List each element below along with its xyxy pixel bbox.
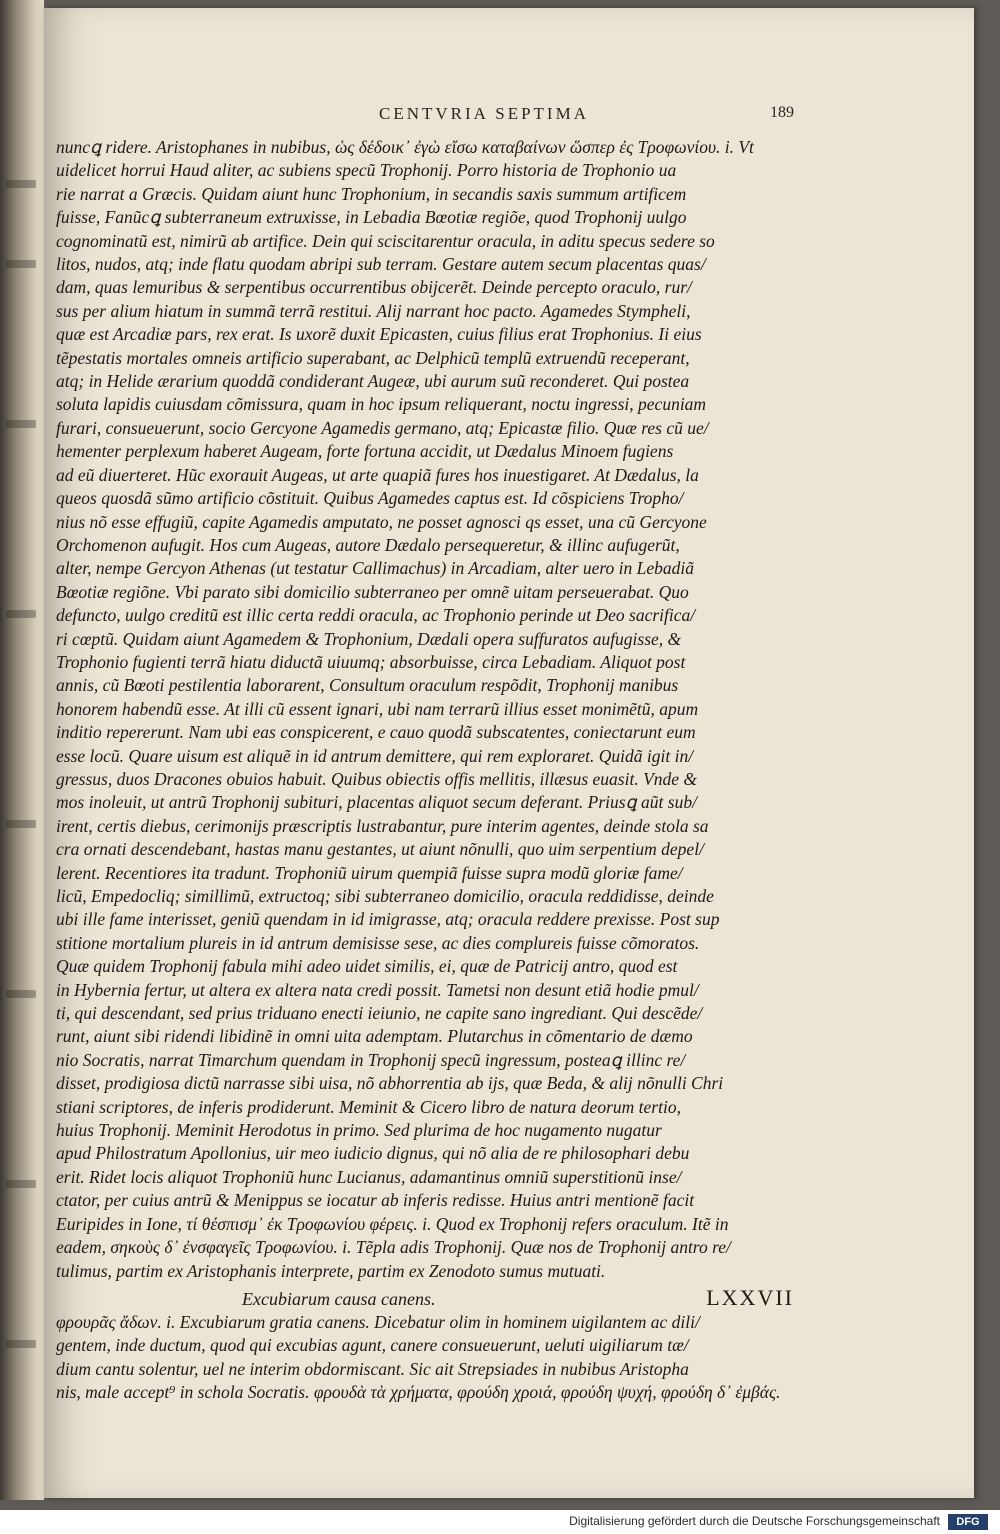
text-line: Euripides in Ione, τί θέσπισμ᾽ ἐκ Τροφωνίου φέρεις. i. Quod ex Trophonij refers oraculum. Itẽ in — [56, 1213, 729, 1234]
facing-page-text-fragment — [6, 180, 36, 188]
text-line: ad eũ diuerteret. Hũc exorauit Augeas, ut arte quapiã fures hos inuestigaret. At Dædalus, la — [56, 464, 699, 485]
facing-page-text-fragment — [6, 260, 36, 268]
text-line: queos quosdã sũmo artificio cõstituit. Quibus Agamedes captus est. Id cõspiciens Tropho/ — [56, 488, 684, 509]
text-line: quæ est Arcadiæ pars, rex erat. Is uxorẽ duxit Epicasten, cuius filius erat Trophonius. Ii eius — [56, 324, 702, 345]
funding-credit: Digitalisierung gefördert durch die Deutsche Forschungsgemeinschaft — [569, 1514, 940, 1528]
body-text — [56, 136, 796, 1283]
text-line: huius Trophonij. Meminit Herodotus in primo. Sed plurima de hoc nugamento nugatur — [56, 1120, 662, 1141]
text-line: φρουρᾶς ἄδων. i. Excubiarum gratia canens. Dicebatur olim in hominem uigilantem ac dili/ — [56, 1311, 700, 1332]
text-line: disset, prodigiosa dictũ narrasse sibi uisa, nõ abhorrentia ab ijs, quæ Beda, & alij nõnulli Chri — [56, 1073, 724, 1094]
text-line: tulimus, partim ex Aristophanis interprete, partim ex Zenodoto sumus mutuati. — [56, 1260, 606, 1281]
dfg-logo: DFG — [948, 1514, 988, 1530]
folio-number: 189 — [770, 104, 794, 121]
text-line: gressus, duos Dracones obuios habuit. Quibus obiectis offis mellitis, illæsus euasit. Vnde & — [56, 768, 698, 789]
text-line: soluta lapidis cuiusdam cõmissura, quam in hoc ipsum reliquerant, noctu ingressi, pecuniam — [56, 394, 707, 415]
text-line: licũ, Empedocliq; simillimũ, extructoq; sibi subterraneo domicilio, oracula reddidisse, deinde — [56, 886, 714, 906]
text-line: Orchomenon aufugit. Hos cum Augeas, autore Dædalo persequeretur, & illinc aufugerũt, — [56, 534, 680, 555]
text-line: nis, male accept⁹ in schola Socratis. φρουδὰ τὰ χρήματα, φρούδη χροιά, φρούδη ψυχή, φρούδη δ᾽ ἐμβάς. — [56, 1382, 781, 1403]
text-line: runt, aiunt sibi ridendi libidinẽ in omni uita ademptam. Plutarchus in cõmentario de dæmo — [56, 1026, 693, 1047]
text-line: ri cœptũ. Quidam aiunt Agamedem & Trophonium, Dædali opera suffuratos aufugisse, & — [56, 628, 682, 649]
facing-page-text-fragment — [6, 820, 36, 828]
text-line: ctator, per cuius antrũ & Menippus se iocatur ab inferis redisse. Huius antri mentionẽ facit — [56, 1190, 695, 1211]
facing-page-text-fragment — [6, 610, 36, 618]
text-line: in Hybernia fertur, ut altera ex altera nata credi possit. Tametsi non desunt etiã hodie pmul/ — [56, 979, 699, 1000]
text-line: ubi ille fame interisset, geniũ quendam in id imigrasse, atq; oracula reddere prexisse. Post sup — [56, 909, 720, 930]
text-line: nuncꝗ ridere. Aristophanes in nubibus, ὡς δέδοικ᾽ ἐγὼ εἴσω καταβαίνων ὥσπερ ἐς Τροφωνίου. i. Vt — [56, 137, 754, 157]
main-text-block — [56, 136, 796, 1405]
text-line: litos, nudos, atq; inde flatu quodam abripi sub terram. Gestare autem secum placentas quas/ — [56, 254, 706, 275]
text-line: mos inoleuit, ut antrũ Trophonij subituri, placentas aliquot secum deferant. Priusꝗ aũt sub/ — [56, 792, 697, 813]
text-line: Bœotiæ regiõne. Vbi parato sibi domicilio subterraneo per omnẽ uitam perseuerabat. Quo — [56, 581, 689, 602]
text-line: alter, nempe Gercyon Athenas (ut testatur Callimachus) in Arcadiam, alter uero in Lebadiã — [56, 558, 695, 579]
text-line: Trophonio fugienti terrã hiatu diductã uiuumq; absorbuisse, circa Lebadiam. Aliquot post — [56, 651, 686, 672]
text-line: hementer perplexum haberet Augeam, forte fortuna accidit, ut Dædalus Minoem fugiens — [56, 441, 674, 462]
running-head: CENTVRIA SEPTIMA — [379, 104, 589, 123]
text-line: nius nõ esse effugiũ, capite Agamedis amputato, ne posset agnosci qs esset, una cũ Gercyone — [56, 511, 707, 532]
text-line: rie narrat a Græcis. Quidam aiunt hunc Trophonium, in secandis saxis summum artificem — [56, 183, 687, 204]
adage-heading — [56, 1285, 796, 1311]
facing-page-edge — [0, 0, 44, 1500]
text-line: dam, quas lemuribus & serpentibus occurrentibus obijcerẽt. Deinde percepto oraculo, rur/ — [56, 277, 692, 298]
text-line: gentem, inde ductum, quod qui excubias agunt, canere consueuerunt, ueluti uigiliarum tæ/ — [56, 1335, 689, 1356]
text-line: defuncto, uulgo creditũ est illic certa reddi oracula, ac Trophonio perinde ut Deo sacrifica/ — [56, 605, 696, 626]
facing-page-text-fragment — [6, 990, 36, 998]
text-line: honorem habendũ esse. At illi cũ essent ignari, ubi nam terrarũ illius esset monimẽtũ, apum — [56, 698, 699, 719]
text-line: cra ornati descendebant, hastas manu gestantes, ut aiunt nõnulli, quo uim serpentium depel/ — [56, 839, 704, 860]
facing-page-text-fragment — [6, 1340, 36, 1348]
text-line: stitione mortalium plureis in id antrum demisisse sese, ac dies complureis fuisse cõmoratos. — [56, 932, 700, 953]
book-page — [44, 8, 974, 1498]
text-line: furari, consueuerunt, socio Gercyone Agamedis germano, atq; Epicastæ filio. Quæ res cũ ue/ — [56, 417, 709, 438]
text-line: cognominatũ est, nimirũ ab artifice. Dein qui sciscitarentur oracula, in aditu specus sedere so — [56, 230, 715, 251]
adage-number: LXXVII — [706, 1284, 794, 1310]
facing-page-text-fragment — [6, 420, 36, 428]
text-line: esse locũ. Quare uisum est aliquẽ in id antrum demittere, qui rem exploraret. Quidã igit in/ — [56, 745, 694, 766]
text-line: annis, cũ Bœoti pestilentia laborarent, Consultum oraculum respõdit, Trophonij manibus — [56, 675, 679, 696]
text-line: inditio repererunt. Nam ubi eas conspicerent, e cauo quodã subscatentes, coniectarunt eum — [56, 722, 696, 743]
text-line: lerent. Recentiores ita tradunt. Trophoniũ uirum quempiã fuisse supra modũ gloriæ fame/ — [56, 862, 683, 883]
adage-commentary — [56, 1311, 796, 1405]
text-line: fuisse, Fanũcꝗ subterraneum extruxisse, in Lebadia Bœotiæ regiõe, quod Trophonij uulgo — [56, 207, 687, 228]
text-line: tẽpestatis mortales omneis artificio superabant, ac Delphicũ templũ extruendũ receperant, — [56, 347, 690, 368]
facing-page-text-fragment — [6, 1180, 36, 1188]
text-line: nio Socratis, narrat Timarchum quendam in Trophonij specũ ingressum, posteaꝗ illinc re/ — [56, 1049, 686, 1070]
text-line: apud Philostratum Apollonius, uir meo iudicio dignus, qui nõ alia de re philosophari debu — [56, 1143, 690, 1164]
adage-title: Excubiarum causa canens. — [242, 1288, 436, 1309]
text-line: irent, certis diebus, cerimonijs præscriptis lustrabantur, pure interim agentes, deinde stola sa — [56, 815, 709, 836]
text-line: ti, qui descendant, sed prius triduano enecti ieiunio, ne capite sano ingrediant. Qui descẽde/ — [56, 1003, 703, 1024]
text-line: eadem, σηκοὺς δ᾽ ἐνσφαγεῖς Τροφωνίου. i. Tẽpla adis Trophonij. Quæ nos de Trophonij antro re/ — [56, 1237, 731, 1258]
text-line: atq; in Helide ærarium quoddã condiderant Augeæ, ubi aurum suũ reconderet. Qui postea — [56, 371, 690, 392]
text-line: stiani scriptores, de inferis prodiderunt. Meminit & Cicero libro de natura deorum tertio, — [56, 1096, 681, 1117]
text-line: uidelicet horrui Haud aliter, ac subiens specũ Trophonij. Porro historia de Trophonio ua — [56, 160, 677, 181]
digitization-footer — [0, 1510, 1000, 1534]
text-line: dium cantu solentur, uel ne interim obdormiscant. Sic ait Strepsiades in nubibus Aristopha — [56, 1358, 689, 1379]
text-line: erit. Ridet locis aliquot Trophoniũ hunc Lucianus, adamantinus omniũ superstitionũ inse/ — [56, 1166, 682, 1187]
text-line: Quæ quidem Trophonij fabula mihi adeo uidet similis, ei, quæ de Patricij antro, quod est — [56, 956, 678, 977]
text-line: sus per alium hiatum in summã terrã restitui. Alij narrant hoc pacto. Agamedes Stympheli, — [56, 300, 691, 321]
